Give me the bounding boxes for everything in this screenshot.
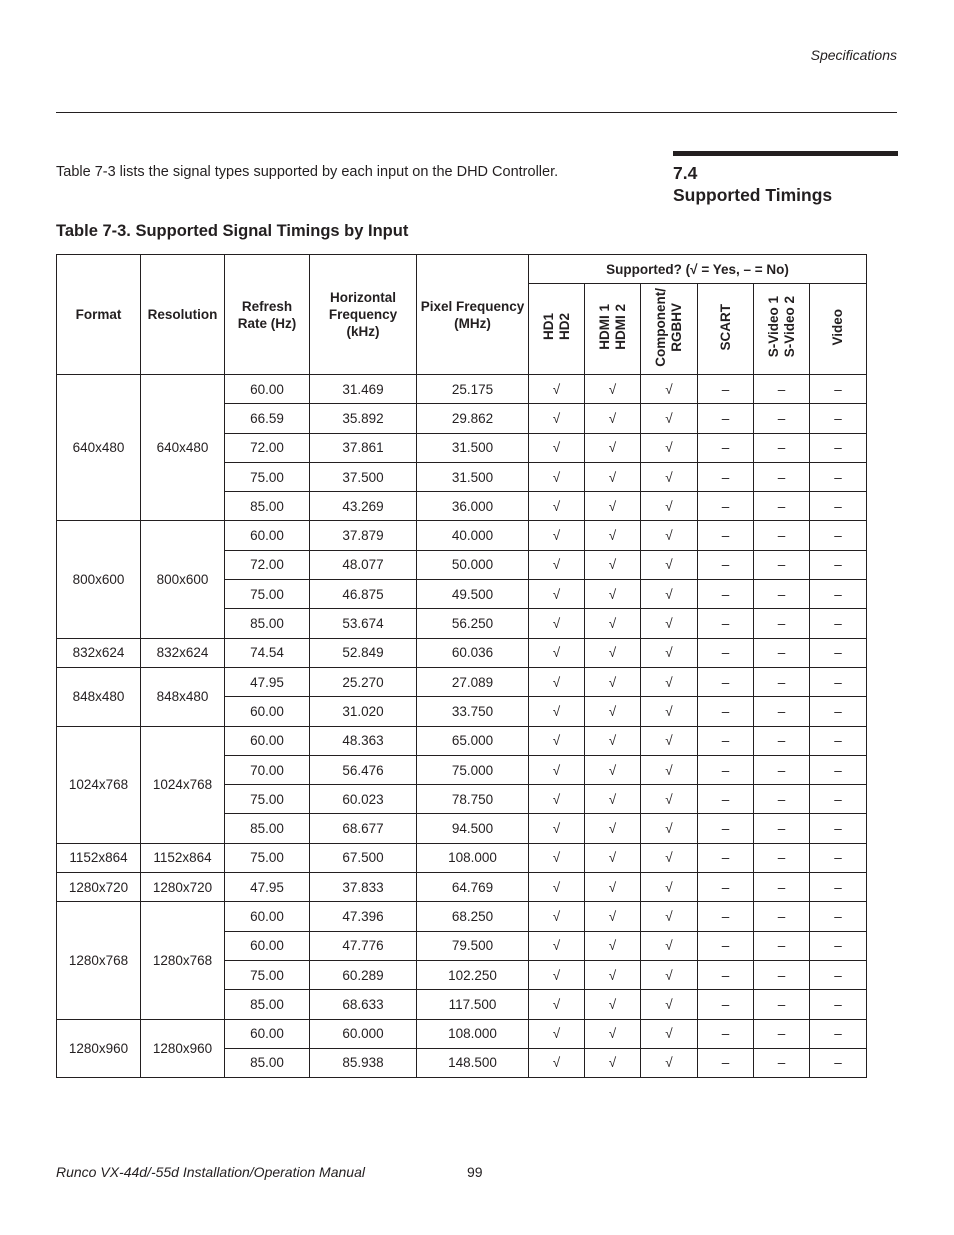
refresh-cell: 75.00 [225, 580, 310, 609]
support-cell: √ [529, 521, 585, 550]
hfreq-cell: 60.289 [310, 960, 417, 989]
support-cell: – [754, 785, 810, 814]
refresh-cell: 85.00 [225, 990, 310, 1019]
header-pfreq [417, 255, 529, 375]
support-cell: √ [529, 1048, 585, 1077]
format-cell: 1024x768 [57, 726, 141, 843]
header-refresh [225, 255, 310, 375]
support-cell: – [754, 375, 810, 404]
support-cell: – [810, 873, 867, 902]
support-cell: √ [641, 1048, 698, 1077]
support-cell: √ [529, 931, 585, 960]
table-row [57, 843, 867, 872]
hfreq-cell: 47.396 [310, 902, 417, 931]
resolution-cell: 1280x768 [141, 902, 225, 1019]
support-cell: – [754, 550, 810, 579]
refresh-cell: 75.00 [225, 785, 310, 814]
support-cell: √ [641, 462, 698, 491]
support-cell: √ [641, 550, 698, 579]
hfreq-cell: 56.476 [310, 755, 417, 784]
support-cell: √ [641, 433, 698, 462]
support-cell: – [754, 843, 810, 872]
resolution-cell: 1024x768 [141, 726, 225, 843]
support-cell: – [810, 433, 867, 462]
support-cell: – [810, 1019, 867, 1048]
header-input-3 [698, 284, 754, 375]
refresh-cell: 72.00 [225, 550, 310, 579]
page-number: 99 [467, 1164, 483, 1180]
support-cell: – [810, 990, 867, 1019]
header-input-line: Component/ [653, 287, 668, 367]
pfreq-cell: 31.500 [417, 462, 529, 491]
header-hfreq-line3: (kHz) [346, 324, 380, 339]
support-cell: √ [585, 521, 641, 550]
refresh-cell: 66.59 [225, 404, 310, 433]
support-cell: √ [585, 550, 641, 579]
support-cell: √ [529, 375, 585, 404]
support-cell: – [754, 726, 810, 755]
support-cell: – [810, 755, 867, 784]
support-cell: √ [585, 960, 641, 989]
hfreq-cell: 68.633 [310, 990, 417, 1019]
table-row [57, 521, 867, 550]
header-refresh-line2: Rate (Hz) [237, 315, 297, 331]
header-input-label [653, 288, 685, 367]
header-supported: Supported? (√ = Yes, – = No) [529, 255, 867, 284]
pfreq-cell: 27.089 [417, 667, 529, 696]
support-cell: √ [585, 697, 641, 726]
support-cell: √ [585, 404, 641, 433]
intro-paragraph: Table 7-3 lists the signal types supported by each input on the DHD Controller. [56, 164, 559, 180]
pfreq-cell: 29.862 [417, 404, 529, 433]
support-cell: – [810, 375, 867, 404]
support-cell: – [810, 492, 867, 521]
support-cell: √ [641, 931, 698, 960]
support-cell: – [698, 960, 754, 989]
pfreq-cell: 31.500 [417, 433, 529, 462]
pfreq-cell: 60.036 [417, 638, 529, 667]
support-cell: – [698, 990, 754, 1019]
support-cell: – [810, 550, 867, 579]
support-cell: √ [641, 521, 698, 550]
support-cell: – [810, 667, 867, 696]
support-cell: – [698, 638, 754, 667]
support-cell: √ [641, 667, 698, 696]
refresh-cell: 85.00 [225, 492, 310, 521]
support-cell: √ [585, 873, 641, 902]
support-cell: – [810, 638, 867, 667]
header-hfreq-line2: Frequency [328, 307, 398, 322]
support-cell: – [810, 521, 867, 550]
hfreq-cell: 47.776 [310, 931, 417, 960]
support-cell: √ [585, 1048, 641, 1077]
refresh-cell: 60.00 [225, 902, 310, 931]
resolution-cell: 1280x960 [141, 1019, 225, 1078]
support-cell: – [698, 492, 754, 521]
support-cell: – [698, 433, 754, 462]
pfreq-cell: 108.000 [417, 1019, 529, 1048]
support-cell: √ [585, 902, 641, 931]
support-cell: – [810, 580, 867, 609]
support-cell: √ [529, 550, 585, 579]
refresh-cell: 47.95 [225, 667, 310, 696]
pfreq-cell: 117.500 [417, 990, 529, 1019]
pfreq-cell: 79.500 [417, 931, 529, 960]
pfreq-cell: 64.769 [417, 873, 529, 902]
header-rule [56, 112, 897, 113]
header-input-line: SCART [717, 303, 733, 351]
header-input-4 [754, 284, 810, 375]
refresh-cell: 47.95 [225, 873, 310, 902]
pfreq-cell: 49.500 [417, 580, 529, 609]
hfreq-cell: 46.875 [310, 580, 417, 609]
support-cell: – [754, 1048, 810, 1077]
header-input-line: HDMI 1 [596, 304, 612, 350]
support-cell: √ [585, 931, 641, 960]
format-cell: 1280x720 [57, 873, 141, 902]
hfreq-cell: 31.469 [310, 375, 417, 404]
support-cell: – [754, 638, 810, 667]
pfreq-cell: 78.750 [417, 785, 529, 814]
hfreq-cell: 48.363 [310, 726, 417, 755]
support-cell: √ [585, 609, 641, 638]
format-cell: 640x480 [57, 375, 141, 521]
support-cell: √ [585, 580, 641, 609]
refresh-cell: 60.00 [225, 521, 310, 550]
hfreq-cell: 37.879 [310, 521, 417, 550]
support-cell: – [698, 873, 754, 902]
pfreq-cell: 65.000 [417, 726, 529, 755]
header-input-label [597, 304, 629, 350]
header-input-line: RGBHV [669, 302, 684, 352]
support-cell: – [754, 755, 810, 784]
support-cell: √ [585, 667, 641, 696]
header-pfreq-line2: (MHz) [454, 315, 491, 331]
table-row [57, 902, 867, 931]
header-input-label [830, 309, 846, 346]
support-cell: √ [641, 902, 698, 931]
support-cell: – [754, 873, 810, 902]
support-cell: – [754, 814, 810, 843]
refresh-cell: 85.00 [225, 1048, 310, 1077]
refresh-cell: 74.54 [225, 638, 310, 667]
table-row [57, 1019, 867, 1048]
refresh-cell: 60.00 [225, 931, 310, 960]
table-row [57, 726, 867, 755]
pfreq-cell: 102.250 [417, 960, 529, 989]
support-cell: √ [641, 990, 698, 1019]
support-cell: – [698, 785, 754, 814]
resolution-cell: 832x624 [141, 638, 225, 667]
refresh-cell: 60.00 [225, 1019, 310, 1048]
header-refresh-line1: Refresh [241, 298, 293, 314]
pfreq-cell: 68.250 [417, 902, 529, 931]
hfreq-cell: 85.938 [310, 1048, 417, 1077]
support-cell: – [810, 843, 867, 872]
pfreq-cell: 40.000 [417, 521, 529, 550]
format-cell: 832x624 [57, 638, 141, 667]
hfreq-cell: 48.077 [310, 550, 417, 579]
support-cell: – [810, 960, 867, 989]
refresh-cell: 75.00 [225, 843, 310, 872]
header-resolution: Resolution [141, 255, 225, 375]
support-cell: – [810, 462, 867, 491]
section-bar [673, 151, 898, 156]
support-cell: √ [585, 492, 641, 521]
support-cell: √ [641, 697, 698, 726]
support-cell: – [810, 726, 867, 755]
support-cell: – [754, 521, 810, 550]
hfreq-cell: 35.892 [310, 404, 417, 433]
support-cell: √ [641, 580, 698, 609]
support-cell: √ [529, 697, 585, 726]
support-cell: – [698, 843, 754, 872]
support-cell: – [754, 609, 810, 638]
support-cell: √ [585, 785, 641, 814]
support-cell: √ [585, 726, 641, 755]
resolution-cell: 1152x864 [141, 843, 225, 872]
support-cell: – [754, 667, 810, 696]
support-cell: √ [641, 638, 698, 667]
hfreq-cell: 25.270 [310, 667, 417, 696]
support-cell: – [698, 1019, 754, 1048]
support-cell: √ [529, 492, 585, 521]
hfreq-cell: 52.849 [310, 638, 417, 667]
header-input-line: Video [830, 308, 846, 346]
header-input-label [541, 313, 573, 340]
header-input-2 [641, 284, 698, 375]
resolution-cell: 1280x720 [141, 873, 225, 902]
support-cell: – [754, 990, 810, 1019]
header-input-1 [585, 284, 641, 375]
support-cell: – [754, 960, 810, 989]
support-cell: √ [641, 843, 698, 872]
resolution-cell: 800x600 [141, 521, 225, 638]
support-cell: – [754, 462, 810, 491]
footer-manual-title: Runco VX-44d/-55d Installation/Operation Manual [56, 1164, 365, 1180]
support-cell: – [810, 609, 867, 638]
support-cell: √ [529, 843, 585, 872]
pfreq-cell: 50.000 [417, 550, 529, 579]
hfreq-cell: 37.833 [310, 873, 417, 902]
section-number: 7.4 [673, 163, 698, 183]
support-cell: √ [641, 1019, 698, 1048]
support-cell: √ [585, 1019, 641, 1048]
support-cell: – [754, 902, 810, 931]
support-cell: √ [585, 433, 641, 462]
header-hfreq [310, 255, 417, 375]
support-cell: – [810, 697, 867, 726]
pfreq-cell: 36.000 [417, 492, 529, 521]
section-title: Supported Timings [673, 185, 833, 205]
support-cell: – [698, 931, 754, 960]
support-cell: √ [529, 580, 585, 609]
support-cell: – [698, 667, 754, 696]
support-cell: √ [529, 404, 585, 433]
format-cell: 800x600 [57, 521, 141, 638]
support-cell: – [698, 814, 754, 843]
header-input-line: S-Video 1 [765, 296, 781, 358]
support-cell: √ [529, 1019, 585, 1048]
support-cell: √ [529, 462, 585, 491]
pfreq-cell: 94.500 [417, 814, 529, 843]
refresh-cell: 75.00 [225, 462, 310, 491]
table-row [57, 667, 867, 696]
support-cell: – [698, 726, 754, 755]
support-cell: √ [529, 638, 585, 667]
support-cell: √ [641, 755, 698, 784]
hfreq-cell: 68.677 [310, 814, 417, 843]
support-cell: √ [529, 902, 585, 931]
pfreq-cell: 33.750 [417, 697, 529, 726]
header-format: Format [57, 255, 141, 375]
support-cell: √ [585, 462, 641, 491]
header-input-line: HDMI 2 [612, 304, 628, 350]
refresh-cell: 60.00 [225, 697, 310, 726]
support-cell: – [810, 785, 867, 814]
hfreq-cell: 37.500 [310, 462, 417, 491]
support-cell: √ [641, 726, 698, 755]
support-cell: √ [529, 785, 585, 814]
hfreq-cell: 60.023 [310, 785, 417, 814]
support-cell: – [698, 902, 754, 931]
support-cell: – [698, 697, 754, 726]
support-cell: – [698, 1048, 754, 1077]
support-cell: √ [641, 785, 698, 814]
header-input-0 [529, 284, 585, 375]
running-header: Specifications [810, 47, 897, 63]
pfreq-cell: 148.500 [417, 1048, 529, 1077]
support-cell: √ [529, 433, 585, 462]
support-cell: – [698, 609, 754, 638]
support-cell: – [754, 492, 810, 521]
support-cell: √ [641, 814, 698, 843]
support-cell: – [698, 375, 754, 404]
support-cell: – [810, 404, 867, 433]
header-input-label [766, 296, 798, 357]
support-cell: √ [585, 814, 641, 843]
format-cell: 1152x864 [57, 843, 141, 872]
support-cell: √ [529, 667, 585, 696]
support-cell: √ [641, 960, 698, 989]
support-cell: √ [585, 638, 641, 667]
header-input-line: HD1 [540, 313, 556, 341]
refresh-cell: 85.00 [225, 814, 310, 843]
support-cell: √ [529, 726, 585, 755]
refresh-cell: 72.00 [225, 433, 310, 462]
support-cell: – [754, 580, 810, 609]
support-cell: – [810, 814, 867, 843]
support-cell: – [754, 931, 810, 960]
header-input-label [718, 304, 734, 351]
support-cell: – [698, 404, 754, 433]
support-cell: √ [585, 755, 641, 784]
timings-table [56, 254, 867, 1078]
pfreq-cell: 108.000 [417, 843, 529, 872]
table-row [57, 638, 867, 667]
support-cell: – [754, 433, 810, 462]
support-cell: √ [585, 375, 641, 404]
support-cell: – [698, 462, 754, 491]
hfreq-cell: 37.861 [310, 433, 417, 462]
support-cell: √ [641, 873, 698, 902]
format-cell: 848x480 [57, 667, 141, 726]
support-cell: – [754, 697, 810, 726]
support-cell: – [810, 902, 867, 931]
support-cell: – [698, 580, 754, 609]
support-cell: – [810, 931, 867, 960]
support-cell: √ [641, 492, 698, 521]
header-input-line: HD2 [556, 313, 572, 341]
support-cell: √ [641, 404, 698, 433]
resolution-cell: 848x480 [141, 667, 225, 726]
header-pfreq-line1: Pixel Frequency [420, 298, 525, 314]
support-cell: √ [585, 990, 641, 1019]
support-cell: – [698, 550, 754, 579]
hfreq-cell: 67.500 [310, 843, 417, 872]
support-cell: – [810, 1048, 867, 1077]
support-cell: – [698, 521, 754, 550]
support-cell: √ [529, 814, 585, 843]
header-input-line: S-Video 2 [781, 296, 797, 358]
support-cell: √ [529, 873, 585, 902]
support-cell: √ [641, 609, 698, 638]
support-cell: √ [529, 755, 585, 784]
hfreq-cell: 43.269 [310, 492, 417, 521]
support-cell: √ [529, 609, 585, 638]
support-cell: √ [641, 375, 698, 404]
resolution-cell: 640x480 [141, 375, 225, 521]
format-cell: 1280x960 [57, 1019, 141, 1078]
support-cell: – [754, 404, 810, 433]
refresh-cell: 85.00 [225, 609, 310, 638]
table-title: Table 7-3. Supported Signal Timings by Input [56, 222, 409, 240]
table-row [57, 873, 867, 902]
table-row [57, 375, 867, 404]
header-hfreq-line1: Horizontal [330, 290, 396, 305]
support-cell: – [754, 1019, 810, 1048]
header-input-5 [810, 284, 867, 375]
hfreq-cell: 31.020 [310, 697, 417, 726]
pfreq-cell: 56.250 [417, 609, 529, 638]
pfreq-cell: 75.000 [417, 755, 529, 784]
support-cell: – [698, 755, 754, 784]
refresh-cell: 60.00 [225, 726, 310, 755]
hfreq-cell: 60.000 [310, 1019, 417, 1048]
support-cell: √ [529, 990, 585, 1019]
support-cell: √ [529, 960, 585, 989]
refresh-cell: 75.00 [225, 960, 310, 989]
hfreq-cell: 53.674 [310, 609, 417, 638]
refresh-cell: 60.00 [225, 375, 310, 404]
support-cell: √ [585, 843, 641, 872]
refresh-cell: 70.00 [225, 755, 310, 784]
format-cell: 1280x768 [57, 902, 141, 1019]
pfreq-cell: 25.175 [417, 375, 529, 404]
